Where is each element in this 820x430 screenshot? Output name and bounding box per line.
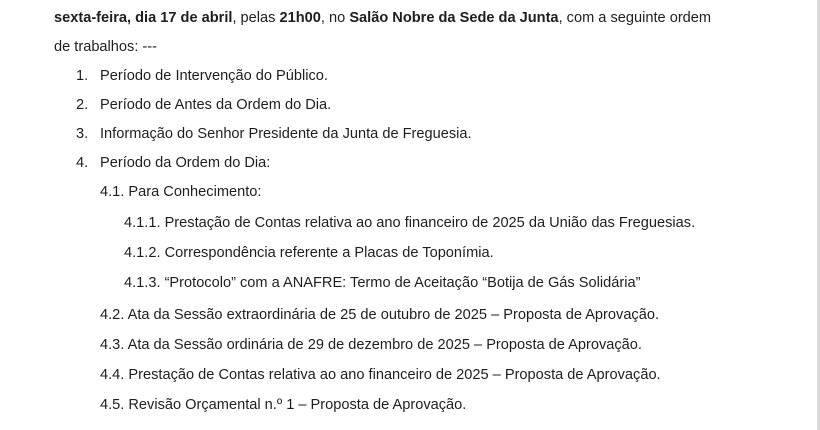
agenda-subitem-4-4: 4.4. Prestação de Contas relativa ao ano financeiro de 2025 – Proposta de Aprovação.	[100, 367, 661, 383]
agenda-item-2	[76, 95, 331, 115]
item-text: Período de Antes da Ordem do Dia.	[100, 97, 332, 113]
intro-line-2: de trabalhos: ---	[54, 39, 158, 55]
intro-text: , com a seguinte ordem	[558, 10, 712, 26]
intro-time: 21h00	[279, 10, 321, 26]
agenda-subitem-4-2: 4.2. Ata da Sessão extraordinária de 25 de outubro de 2025 – Proposta de Aprovação.	[100, 307, 660, 323]
intro-venue: Salão Nobre da Sede da Junta	[349, 10, 559, 26]
agenda-subitem-4-1-1: 4.1.1. Prestação de Contas relativa ao ano financeiro de 2025 da União das Freguesias.	[124, 215, 696, 231]
agenda-subitem-4-1-3: 4.1.3. “Protocolo” com a ANAFRE: Termo de Aceitação “Botija de Gás Solidária”	[124, 275, 641, 291]
agenda-subitem-4-1-2: 4.1.2. Correspondência referente a Placas de Toponímia.	[124, 245, 494, 261]
agenda-subitem-4-1: 4.1. Para Conhecimento:	[100, 184, 262, 200]
item-text: Período de Intervenção do Público.	[100, 68, 328, 84]
item-number: 3.	[76, 126, 89, 142]
item-number: 4.	[76, 155, 89, 171]
intro-date: sexta-feira, dia 17 de abril	[54, 10, 233, 26]
agenda-item-1	[76, 66, 328, 86]
agenda-subitem-4-3: 4.3. Ata da Sessão ordinária de 29 de dezembro de 2025 – Proposta de Aprovação.	[100, 337, 642, 353]
agenda-item-4	[76, 153, 270, 173]
item-number: 2.	[76, 97, 89, 113]
item-text: Informação do Senhor Presidente da Junta de Freguesia.	[100, 126, 472, 142]
agenda-subitem-4-5: 4.5. Revisão Orçamental n.º 1 – Proposta de Aprovação.	[100, 397, 467, 413]
item-text: Período da Ordem do Dia:	[100, 155, 271, 171]
intro-text: , pelas	[232, 10, 280, 26]
intro-text: , no	[320, 10, 350, 26]
agenda-item-3	[76, 124, 472, 144]
intro-line-1	[54, 8, 711, 28]
item-number: 1.	[76, 68, 89, 84]
